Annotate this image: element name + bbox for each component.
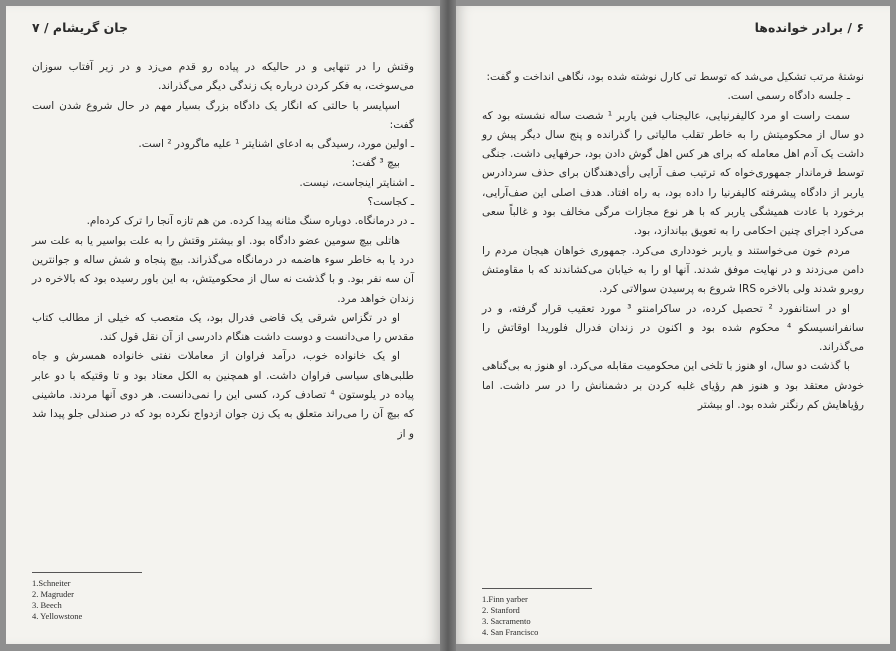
footnote-divider [32, 572, 142, 573]
footnote: 3. Beech [32, 600, 62, 610]
paragraph: وقتش را در تنهایی و در حالیکه در پیاده رو قدم می‌زد و در زیر آفتاب سوزان می‌سوخت، به فکر کردن درباره یک زندگی دیگر می‌گذراند. [32, 61, 414, 93]
paragraph: ـ اشنایتر اینجاست، نیست. [299, 176, 414, 189]
left-page [6, 6, 440, 644]
footnote: 3. Sacramento [482, 616, 531, 626]
paragraph: ـ در درمانگاه. دوباره سنگ مثانه پیدا کرده. من هم تازه آنجا را ترک کرده‌ام. [86, 215, 414, 228]
footnote: 1.Schneiter [32, 578, 71, 588]
page-body [482, 68, 864, 415]
footnote: 4. Yellowstone [32, 611, 83, 621]
paragraph: او یک خانواده خوب، درآمد فراوان از معاملات نفتی خانواده همسرش و جاه طلبی‌های سیاسی فراوان داشت. او همچنین به الکل معتاد بود و تا وقتیکه با دو عابر پیاده در یلوستون ⁴ تصادف کرد، کسی این را نمی‌دانست. هر دوی آنها مردند. ماشینی که بیچ آن را می‌راند متعلق به یک زن جوان ازدواج نکرده بود که در صندلی جلو پیدا شد و از [32, 350, 414, 440]
paragraph: ـ اولین مورد، رسیدگی به ادعای اشنایتر ¹ علیه ماگرودر ² است. [138, 138, 414, 151]
footnotes [32, 578, 82, 622]
page-header: جان گریشام / ۷ [32, 20, 128, 35]
page-body [32, 58, 414, 444]
paragraph: او در تگزاس شرقی یک قاضی فدرال بود، یک متعصب که خیلی از مطالب کتاب مقدس را می‌دانست و دوست داشت هنگام دادرسی از آن نقل قول کند. [32, 311, 414, 344]
book-gutter [440, 0, 456, 651]
paragraph: نوشتهٔ مرتب تشکیل می‌شد که توسط تی کارل نوشته شده بود، نگاهی انداخت و گفت: [486, 71, 864, 83]
page-header: ۶ / برادر خوانده‌ها [754, 20, 864, 35]
paragraph: ـ کجاست؟ [367, 196, 414, 209]
footnotes [482, 594, 538, 638]
footnote: 2. Stanford [482, 605, 520, 615]
footnote: 2. Magruder [32, 589, 75, 599]
paragraph: اسپایسر با حالتی که انگار یک دادگاه بزرگ بسیار مهم در حال شروع شدن است گفت: [32, 99, 414, 131]
paragraph: سمت راست او مرد کالیفرنیایی، عالیجناب فین یاربر ¹ شصت ساله نشسته بود که دو سال از محکومیتش را به خاطر تقلب مالیاتی را گذرانده و پنج سال دیگر پیش رو داشت یک آدم اهل معامله که برای هر کس اهل گوش دادن بود، حرفهایی داشت. جنگی توسط فرماندار جمهوری‌خواه که ترتیب صف آرایی رأی‌دهندگان برای حذف سردادرس یاربر از دادگاه پیشرفته کالیفرنیا را داده بود، به راه افتاد. هدف اصلی این صف‌آرایی، برخورد با عادت همیشگی یاربر که با هر نوع مجازات مرگی مخالف بود و غالباً سعی می‌کرد اجرای چنین احکامی را به تعویق بیاندازد، بود. [482, 109, 864, 238]
footnote: 4. San Francisco [482, 627, 539, 637]
right-page [456, 6, 890, 644]
paragraph: او در استانفورد ² تحصیل کرده، در ساکرامنتو ³ مورد تعقیب قرار گرفته، و در سانفرانسیسکو ⁴ محکوم شده بود و اکنون در زندان فدرال فلوریدا اوقاتش را می‌گذراند. [482, 302, 865, 354]
paragraph: ـ جلسه دادگاه رسمی است. [727, 90, 850, 103]
paragraph: با گذشت دو سال، او هنوز با تلخی این محکومیت مقابله می‌کرد. او هنوز به بی‌گناهی خودش معتقد بود و هنوز هم رؤیای غلبه کردن بر دشمنانش را در سر داشت. اما رؤیاهایش کم رنگتر شده بود. او بیشتر [482, 360, 864, 412]
paragraph: بیچ ³ گفت: [351, 157, 400, 170]
footnote: 1.Finn yarber [482, 594, 528, 604]
footnote-divider [482, 588, 592, 589]
paragraph: مردم خون می‌خواستند و یاربر خودداری می‌کرد. جمهوری خواهان هیجان مردم را دامن می‌زدند و در نهایت موفق شدند. آنها او را به خیابان می‌کشاندند که با مقاومتش روبرو شدند ولی بالاخره IRS شروع به پرسیدن سوالاتی کرد. [482, 244, 864, 296]
paragraph: هاتلی بیچ سومین عضو دادگاه بود. او بیشتر وقتش را به علت بواسیر یا به علت سر درد یا به خاطر سوء هاضمه در درمانگاه می‌گذراند. بیچ پنجاه و شش ساله و جوانترین آن سه نفر بود. و با گذشت نه سال از محکومیتش، به این باور رسیده بود که بالاخره در زندان خواهد مرد. [32, 234, 414, 305]
